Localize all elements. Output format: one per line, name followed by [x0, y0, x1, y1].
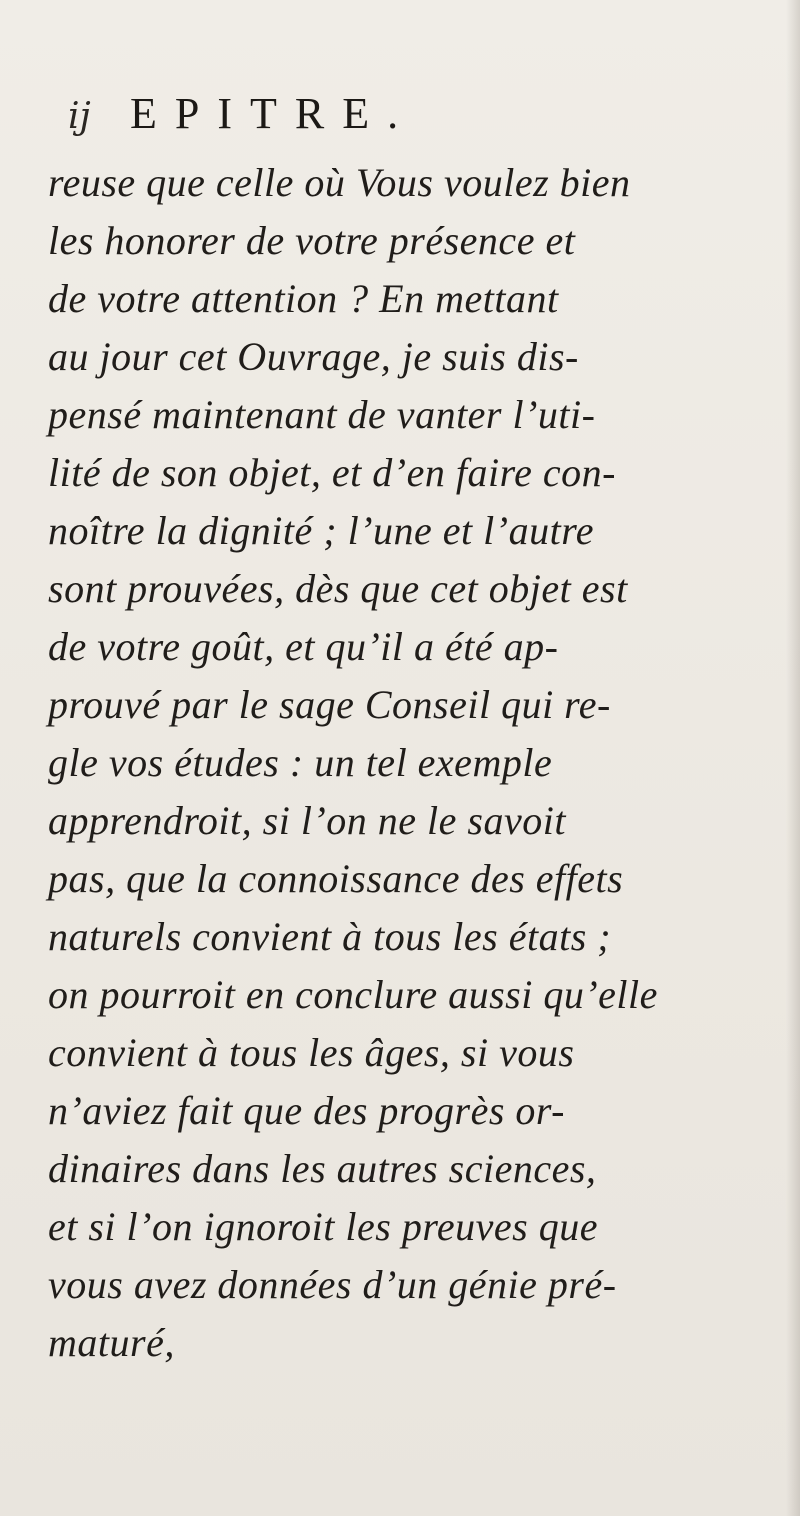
text-line: n’aviez fait que des progrès or- [48, 1088, 565, 1133]
text-line: sont prouvées, dès que cet objet est [48, 566, 628, 611]
text-line: prouvé par le sage Conseil qui re- [48, 682, 611, 727]
text-line: pas, que la connoissance des effets [48, 856, 624, 901]
page-number: ij [68, 96, 91, 137]
text-line: on pourroit en conclure aussi qu’elle [48, 972, 658, 1017]
text-line: naturels convient à tous les états ; [48, 914, 612, 959]
text-line: noître la dignité ; l’une et l’autre [48, 508, 595, 553]
text-line: dinaires dans les autres sciences, [48, 1146, 597, 1191]
text-line: convient à tous les âges, si vous [48, 1030, 575, 1075]
text-line: au jour cet Ouvrage, je suis dis- [48, 334, 579, 379]
text-line: apprendroit, si l’on ne le savoit [48, 798, 566, 843]
text-line: vous avez données d’un génie pré- [48, 1262, 617, 1307]
page-title: EPITRE. [130, 89, 417, 138]
text-line: reuse que celle où Vous voulez bien [48, 160, 631, 205]
text-line: et si l’on ignoroit les preuves que [48, 1204, 598, 1249]
body-text [48, 154, 788, 1372]
text-line: pensé maintenant de vanter l’uti- [48, 392, 596, 437]
text-line: de votre goût, et qu’il a été ap- [48, 624, 559, 669]
text-line: de votre attention ? En mettant [48, 276, 559, 321]
text-line: maturé, [48, 1320, 175, 1365]
text-line: lité de son objet, et d’en faire con- [48, 450, 616, 495]
text-line: les honorer de votre présence et [48, 218, 576, 263]
text-line: gle vos études : un tel exemple [48, 740, 553, 785]
